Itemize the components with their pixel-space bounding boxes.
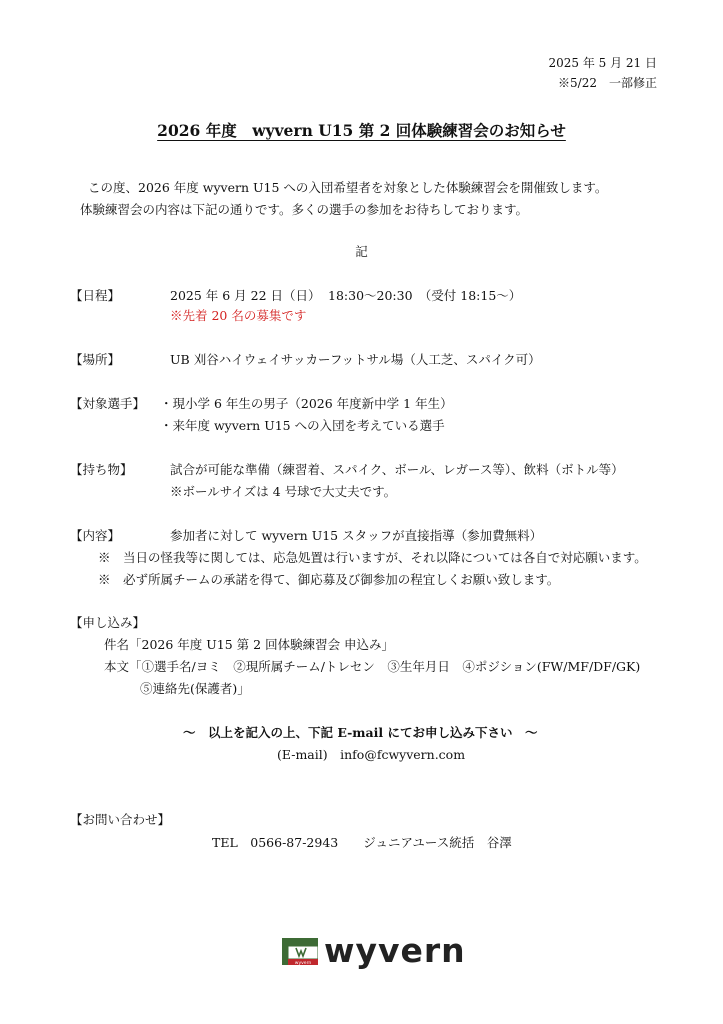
contact-value: TEL 0566-87-2943 ジュニアユース統括 谷澤 — [212, 835, 512, 850]
apply-email[interactable]: (E-mail) info@fcwyvern.com — [277, 747, 466, 762]
intro-line-2: 体験練習会の内容は下記の通りです。多くの選手の参加をお待ちしております。 — [80, 202, 529, 217]
emblem-text: wyvern — [294, 961, 312, 965]
apply-subject: 件名「2026 年度 U15 第 2 回体験練習会 申込み」 — [104, 637, 395, 652]
content-label: 【内容】 — [70, 528, 121, 543]
intro-line-1: この度、2026 年度 wyvern U15 への入団希望者を対象とした体験練習会を開催致します。 — [88, 180, 608, 195]
wyvern-wordmark: wyvern — [324, 931, 466, 970]
target-item-2: ・来年度 wyvern U15 への入団を考えている選手 — [160, 418, 445, 433]
target-item-1: ・現小学 6 年生の男子（2026 年度新中学 1 年生） — [160, 396, 453, 411]
revision-note: ※5/22 一部修正 — [558, 76, 657, 90]
page-title-text: 2026 年度 wyvern U15 第 2 回体験練習会のお知らせ — [157, 121, 566, 140]
schedule-label: 【日程】 — [70, 288, 121, 303]
apply-label: 【申し込み】 — [70, 615, 146, 630]
schedule-date: 2025 年 6 月 22 日（日） — [170, 288, 321, 303]
content-note-1: ※ 当日の怪我等に関しては、応急処置は行いますが、それ以降については各自で対応願います。 — [98, 550, 647, 565]
content-note-2: ※ 必ず所属チームの承諾を得て、御応募及び御参加の程宜しくお願い致します。 — [98, 572, 560, 587]
belongings-line-1: 試合が可能な準備（練習着、スパイク、ボール、レガース等）、飲料（ボトル等） — [170, 462, 624, 477]
page-title — [0, 119, 723, 141]
wyvern-emblem-icon — [282, 938, 318, 965]
belongings-line-2: ※ボールサイズは 4 号球で大丈夫です。 — [170, 484, 397, 499]
schedule-note: ※先着 20 名の募集です — [170, 308, 307, 323]
place-label: 【場所】 — [70, 352, 121, 367]
ki-heading: 記 — [355, 244, 368, 259]
place-value: UB 刈谷ハイウェイサッカーフットサル場（人工芝、スパイク可） — [170, 352, 541, 367]
document-date: 2025 年 5 月 21 日 — [548, 56, 657, 70]
target-label: 【対象選手】 — [70, 396, 146, 411]
belongings-label: 【持ち物】 — [70, 462, 133, 477]
content-value: 参加者に対して wyvern U15 スタッフが直接指導（参加費無料） — [170, 528, 543, 543]
apply-body-2: ⑤連絡先(保護者)」 — [140, 681, 250, 696]
wyvern-logo — [282, 931, 466, 970]
apply-instruction: ～ 以上を記入の上、下記 E-mail にてお申し込み下さい ～ — [183, 725, 538, 740]
schedule-time: 18:30～20:30 （受付 18:15～） — [328, 288, 522, 303]
apply-body-1: 本文「①選手名/ヨミ ②現所属チーム/トレセン ③生年月日 ④ポジション(FW/MF/DF/GK) — [104, 659, 641, 674]
contact-label: 【お問い合わせ】 — [70, 812, 171, 827]
